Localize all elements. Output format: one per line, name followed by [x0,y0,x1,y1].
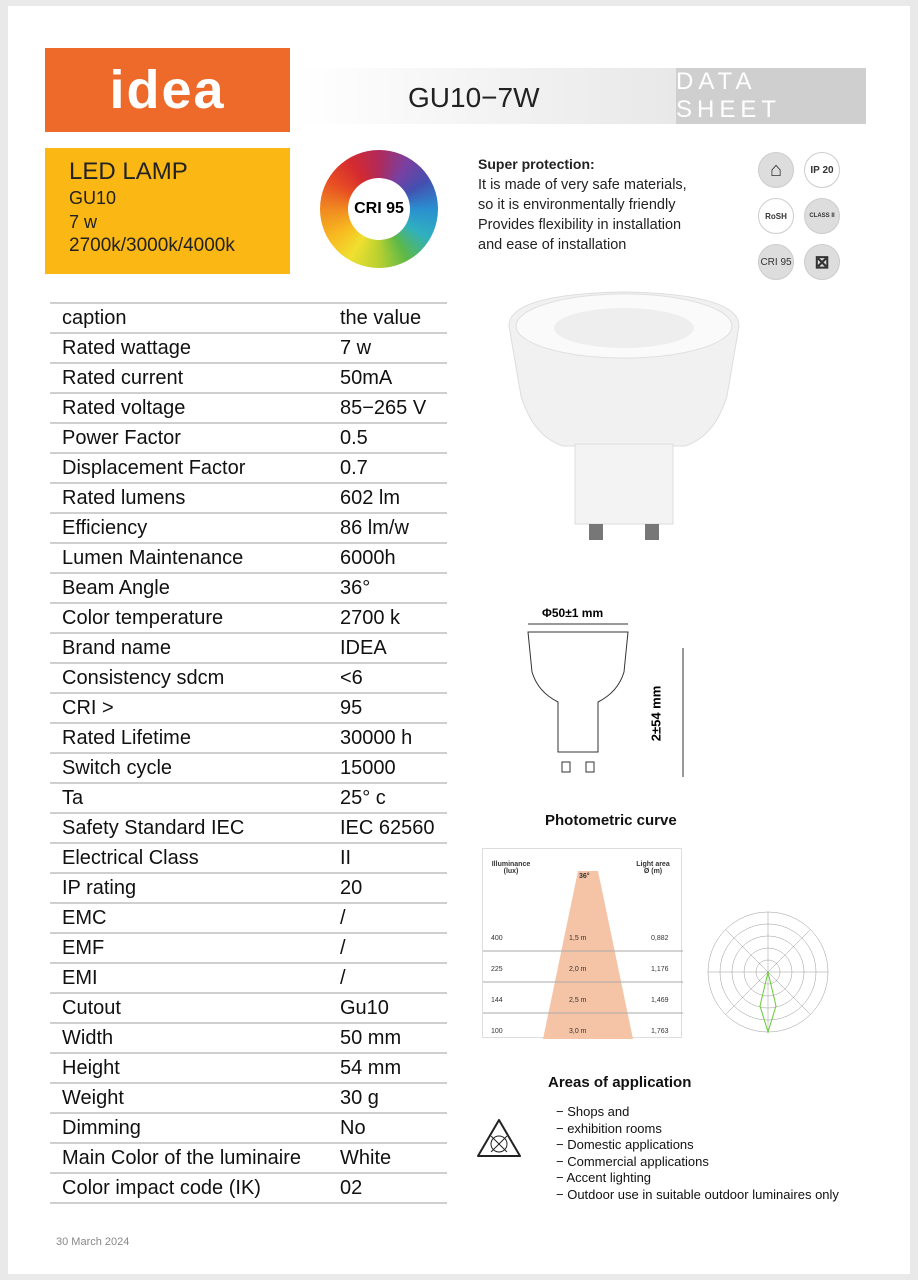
spec-row [50,483,447,513]
spec-caption: Safety Standard IEC [50,813,330,843]
protection-text [478,154,687,255]
spec-value: 7 w [330,333,447,363]
polar-diagram [698,906,838,1046]
ip-rating-icon: IP 20 [804,152,840,188]
spec-row [50,663,447,693]
spec-caption: Ta [50,783,330,813]
spec-caption: Rated current [50,363,330,393]
spec-value: IDEA [330,633,447,663]
beam-angle-label: 36° [579,873,590,880]
spec-row [50,303,447,333]
spec-row [50,963,447,993]
indoor-icon: ⌂ [758,152,794,188]
protection-title: Super protection: [478,156,595,172]
spec-caption: Displacement Factor [50,453,330,483]
spec-caption: Power Factor [50,423,330,453]
applications-title: Areas of application [548,1074,692,1091]
cri-color-wheel [320,150,438,268]
product-power: 7 w [69,212,98,232]
area-value: 1,176 [651,966,669,973]
spec-row [50,933,447,963]
spec-value: 602 lm [330,483,447,513]
spec-value: II [330,843,447,873]
spec-row [50,723,447,753]
cri-badge: CRI 95 [348,178,410,240]
spec-caption: Main Color of the luminaire [50,1143,330,1173]
lamp-image [505,286,743,556]
area-value: 1,763 [651,1028,669,1035]
area-value: 1,469 [651,997,669,1004]
spec-row [50,603,447,633]
spec-row [50,783,447,813]
distance-value: 2,0 m [569,966,587,973]
protection-line: and ease of installation [478,237,627,253]
spec-row [50,843,447,873]
spec-value: 36° [330,573,447,603]
spec-row [50,573,447,603]
spec-caption: Switch cycle [50,753,330,783]
spec-row [50,1053,447,1083]
spec-caption: EMF [50,933,330,963]
diameter-label: Φ50±1 mm [542,606,604,620]
spec-caption: Color temperature [50,603,330,633]
application-item: − Outdoor use in suitable outdoor luminaires only [556,1186,839,1202]
logo-text: idea [109,60,226,120]
photometric-table [482,848,682,1038]
data-sheet-label: DATA SHEET [676,68,866,124]
photometric-title: Photometric curve [545,812,677,829]
product-base: GU10 [69,188,117,208]
spec-row [50,753,447,783]
application-item: − Shops and [556,1104,630,1119]
spec-value: 6000h [330,543,447,573]
spec-value: <6 [330,663,447,693]
spec-caption: Color impact code (IK) [50,1173,330,1203]
spec-caption: Rated lumens [50,483,330,513]
spec-value: the value [330,303,447,333]
lux-value: 400 [491,935,503,942]
protection-line: It is made of very safe materials, [478,177,687,193]
spec-table [50,302,447,1204]
lux-value: 100 [491,1028,503,1035]
datasheet-page [8,6,910,1274]
spec-row [50,1113,447,1143]
rohs-icon: RoSH [758,198,794,234]
spec-row [50,1143,447,1173]
spec-row [50,903,447,933]
spec-caption: Cutout [50,993,330,1023]
spec-value: 0.7 [330,453,447,483]
spec-row [50,1023,447,1053]
brand-logo [45,48,290,132]
spec-value: / [330,933,447,963]
spec-value: 95 [330,693,447,723]
spec-row [50,1173,447,1203]
dimension-drawing [518,602,698,782]
spec-row [50,363,447,393]
spec-value: 0.5 [330,423,447,453]
spec-caption: Beam Angle [50,573,330,603]
spec-row [50,423,447,453]
spec-value: IEC 62560 [330,813,447,843]
spec-caption: Dimming [50,1113,330,1143]
spec-caption: Rated voltage [50,393,330,423]
application-item: − Accent lighting [556,1170,652,1185]
spec-row [50,873,447,903]
spec-caption: Electrical Class [50,843,330,873]
spec-row [50,453,447,483]
spec-row [50,693,447,723]
lux-value: 144 [491,997,503,1004]
no-cover-icon [476,1118,522,1158]
product-type: LED LAMP [69,158,188,185]
spec-row [50,1083,447,1113]
spec-value: 54 mm [330,1053,447,1083]
illuminance-header: Illuminance (lux) [491,861,531,875]
spec-caption: Weight [50,1083,330,1113]
spec-value: 50mA [330,363,447,393]
lux-value: 225 [491,966,503,973]
spec-caption: Efficiency [50,513,330,543]
distance-value: 3,0 m [569,1028,587,1035]
height-label: 2±54 mm [648,685,664,742]
class-ii-icon: CLASS II [804,198,840,234]
spec-row [50,633,447,663]
area-value: 0,882 [651,935,669,942]
spec-value: / [330,963,447,993]
light-area-header: Light area Ø (m) [636,861,670,875]
spec-value: / [330,903,447,933]
spec-value: 02 [330,1173,447,1203]
product-summary [45,148,290,274]
spec-value: Gu10 [330,993,447,1023]
spec-caption: Brand name [50,633,330,663]
spec-caption: IP rating [50,873,330,903]
spec-caption: EMC [50,903,330,933]
spec-value: 86 lm/w [330,513,447,543]
distance-value: 2,5 m [569,997,587,1004]
application-item: − Commercial applications [556,1153,709,1169]
model-title: GU10−7W [408,82,540,113]
spec-value: 30000 h [330,723,447,753]
spec-value: 20 [330,873,447,903]
spec-row [50,393,447,423]
spec-row [50,993,447,1023]
spec-value: 15000 [330,753,447,783]
protection-line: so it is environmentally friendly [478,197,676,213]
spec-value: No [330,1113,447,1143]
applications-list [556,1104,839,1203]
spec-value: 50 mm [330,1023,447,1053]
spec-value: 2700 k [330,603,447,633]
application-item: − Domestic applications [556,1137,694,1152]
spec-caption: Lumen Maintenance [50,543,330,573]
application-item: − exhibition rooms [556,1120,662,1136]
protection-line: Provides flexibility in installation [478,217,682,233]
spec-caption: EMI [50,963,330,993]
spec-caption: caption [50,303,330,333]
spec-caption: Rated wattage [50,333,330,363]
spec-value: 85−265 V [330,393,447,423]
product-cct: 2700k/3000k/4000k [69,235,235,256]
weee-icon: ⊠ [804,244,840,280]
distance-value: 1,5 m [569,935,587,942]
spec-row [50,513,447,543]
spec-caption: Height [50,1053,330,1083]
certification-icons [758,152,840,280]
spec-caption: Consistency sdcm [50,663,330,693]
footer-date: 30 March 2024 [56,1236,130,1248]
spec-row [50,813,447,843]
spec-value: White [330,1143,447,1173]
spec-caption: CRI > [50,693,330,723]
spec-value: 30 g [330,1083,447,1113]
spec-row [50,543,447,573]
spec-caption: Width [50,1023,330,1053]
cri-icon: CRI 95 [758,244,794,280]
spec-caption: Rated Lifetime [50,723,330,753]
spec-row [50,333,447,363]
spec-value: 25° c [330,783,447,813]
